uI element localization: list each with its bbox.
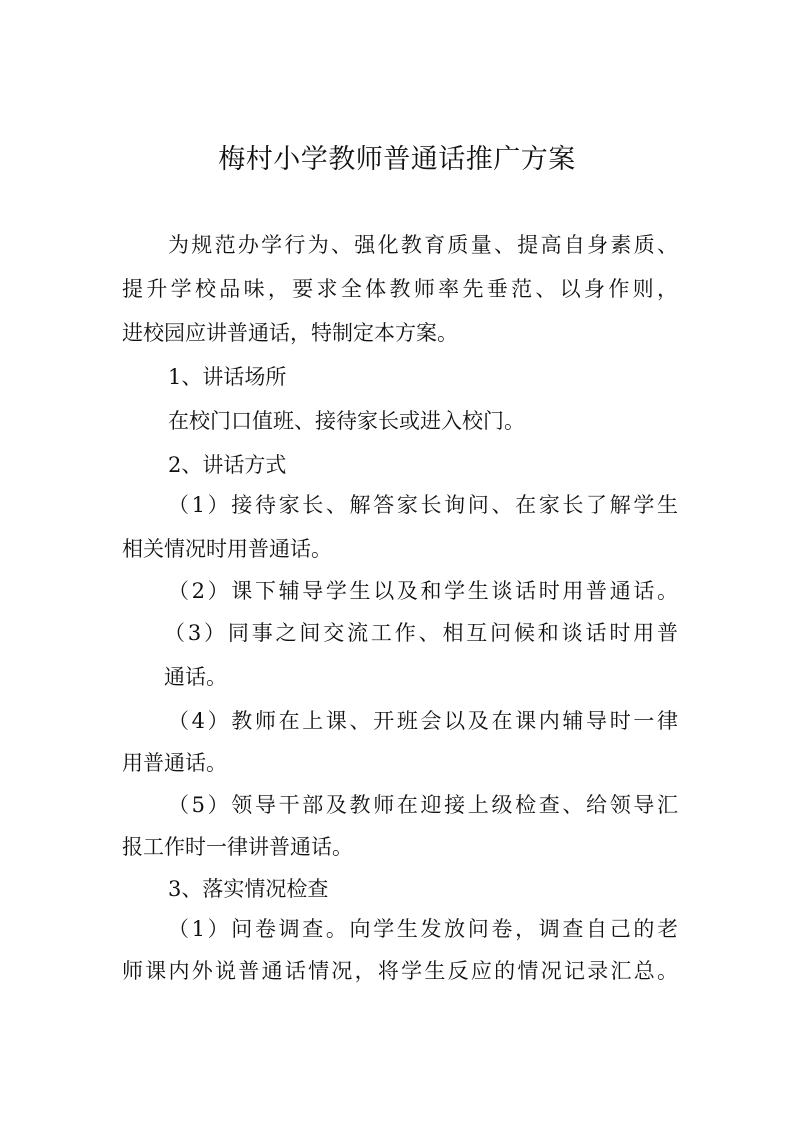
- section-1-text: 在校门口值班、接待家长或进入校门。: [168, 409, 525, 433]
- section-heading-3: 3、落实情况检查: [168, 877, 329, 901]
- item-2-1-line-1: （1）接待家长、解答家长询问、在家长了解学生: [168, 493, 678, 517]
- item-2-4-line-1: （4）教师在上课、开班会以及在课内辅导时一律: [168, 709, 678, 733]
- item-2-5-line-2: 报工作时一律讲普通话。: [122, 835, 353, 859]
- item-2-3-line-1: （3）同事之间交流工作、相互问候和谈话时用普: [164, 621, 678, 645]
- item-2-1-line-2: 相关情况时用普通话。: [122, 537, 332, 561]
- section-heading-2: 2、讲话方式: [168, 453, 287, 477]
- item-2-3-line-2: 通话。: [164, 665, 227, 689]
- section-heading-1: 1、讲话场所: [168, 365, 287, 389]
- item-2-4-line-2: 用普通话。: [122, 751, 227, 775]
- intro-line-3: 进校园应讲普通话，特制定本方案。: [122, 321, 458, 345]
- intro-line-2: 提升学校品味，要求全体教师率先垂范、以身作则，: [122, 277, 678, 301]
- document-title: 梅村小学教师普通话推广方案: [218, 144, 576, 175]
- item-3-1-line-1: （1）问卷调查。向学生发放问卷，调查自己的老: [168, 917, 678, 941]
- item-2-2-line: （2）课下辅导学生以及和学生谈话时用普通话。: [168, 579, 678, 603]
- item-2-5-line-1: （5）领导干部及教师在迎接上级检查、给领导汇: [168, 793, 678, 817]
- item-3-1-line-2: 师课内外说普通话情况，将学生反应的情况记录汇总。: [122, 959, 678, 983]
- intro-line-1: 为规范办学行为、强化教育质量、提高自身素质、: [168, 233, 678, 257]
